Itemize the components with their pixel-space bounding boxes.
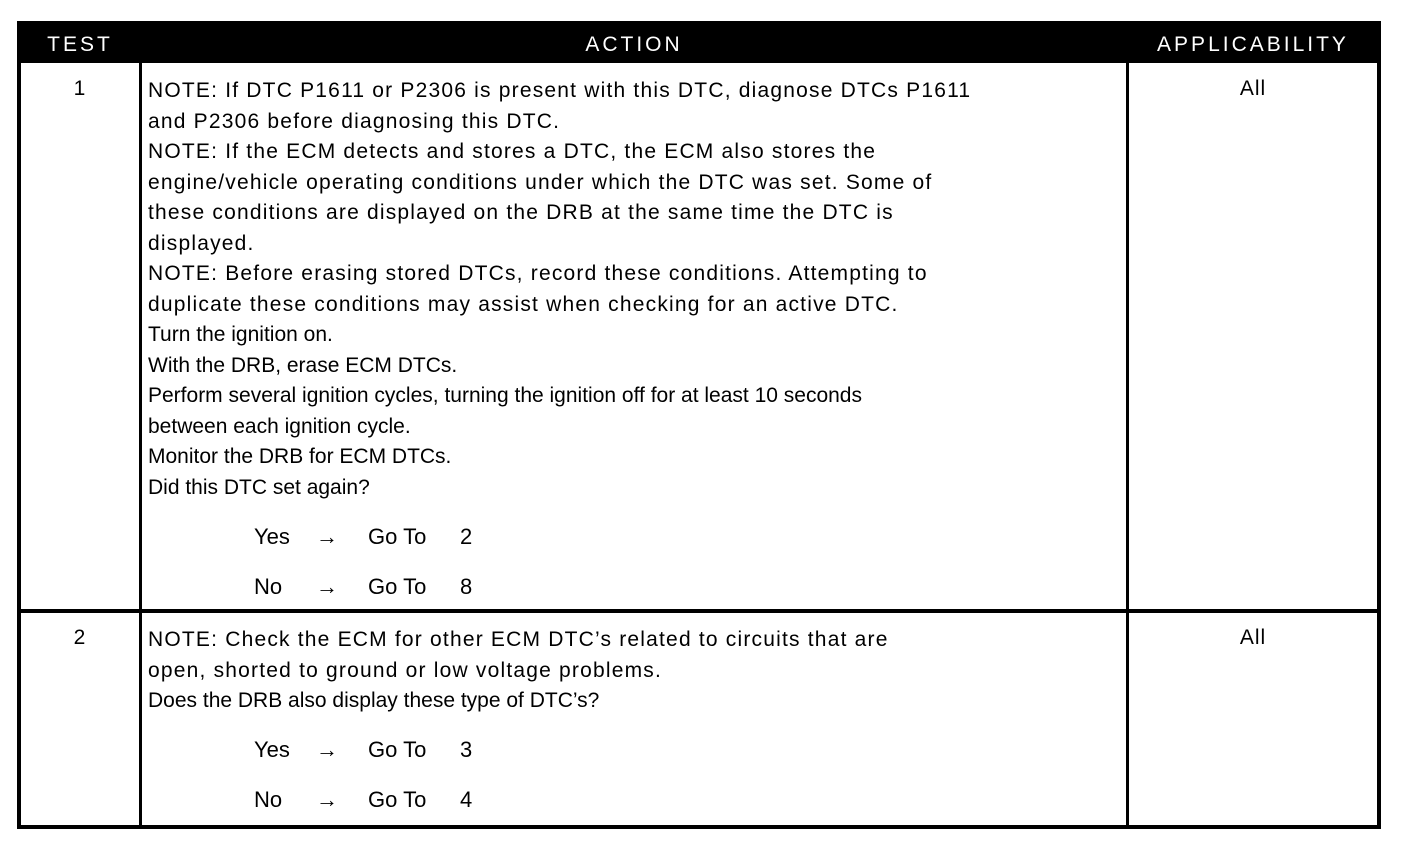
action-line: engine/vehicle operating conditions under which the DTC was set. Some of [148,170,933,194]
arrow-right-icon: → [316,524,338,549]
header-applicability: APPLICABILITY [1157,33,1349,56]
branch-target: 2 [460,524,473,549]
branch-goto: Go To [368,524,427,549]
row-divider [21,609,1377,613]
header-test: TEST [47,33,113,56]
action-line: duplicate these conditions may assist when checking for an active DTC. [148,292,899,316]
column-divider [1126,63,1129,825]
arrow-right-icon: → [316,787,338,812]
branch-target: 4 [460,787,473,812]
branch-goto: Go To [368,787,427,812]
action-text [148,76,1118,503]
action-line: NOTE: If DTC P1611 or P2306 is present with this DTC, diagnose DTCs P1611 [148,79,972,102]
arrow-right-icon: → [316,574,338,599]
test-number: 1 [73,77,87,100]
action-line: Monitor the DRB for ECM DTCs. [148,445,452,468]
action-line: Perform several ignition cycles, turning the ignition off for at least 10 seconds [148,384,862,407]
arrow-right-icon: → [316,737,338,762]
branch-answer: Yes [254,737,290,762]
action-line: between each ignition cycle. [148,414,411,438]
branch-goto: Go To [368,737,427,762]
branch-answer: Yes [254,524,290,549]
branch-answer: No [254,574,283,599]
branch-target: 8 [460,574,473,599]
action-line: NOTE: Before erasing stored DTCs, record these conditions. Attempting to [148,262,928,285]
column-divider [139,63,142,825]
action-line: and P2306 before diagnosing this DTC. [148,109,561,133]
action-line: open, shorted to ground or low voltage problems. [148,658,663,682]
branch-goto: Go To [368,574,427,599]
action-line: Does the DRB also display these type of DTC’s? [148,689,600,712]
branch-answer: No [254,787,283,812]
action-line: Did this DTC set again? [148,475,370,499]
action-text [148,625,1118,717]
action-line: With the DRB, erase ECM DTCs. [148,353,458,377]
action-line: Turn the ignition on. [148,323,333,346]
table-header [21,25,1377,63]
applicability-value: All [1239,626,1267,649]
branch-target: 3 [460,737,473,762]
action-line: these conditions are displayed on the DRB at the same time the DTC is [148,201,894,224]
test-number: 2 [73,626,87,649]
action-line: NOTE: Check the ECM for other ECM DTC’s related to circuits that are [148,628,889,651]
header-action: ACTION [585,33,683,56]
action-line: displayed. [148,231,255,255]
action-line: NOTE: If the ECM detects and stores a DTC, the ECM also stores the [148,140,877,163]
diagnostic-table [17,21,1381,829]
applicability-value: All [1239,77,1267,100]
